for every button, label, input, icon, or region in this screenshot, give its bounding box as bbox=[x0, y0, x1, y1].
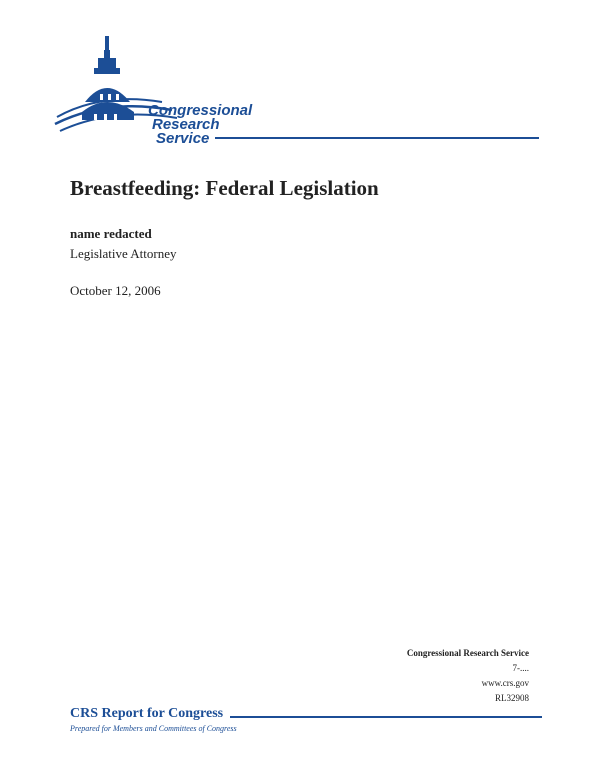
report-number: RL32908 bbox=[494, 693, 529, 703]
crs-phone: 7-.... bbox=[512, 663, 529, 673]
document-title: Breastfeeding: Federal Legislation bbox=[70, 176, 379, 200]
logo-text-congressional: Congressional bbox=[148, 102, 253, 119]
author-name: name redacted bbox=[70, 226, 152, 241]
crs-website[interactable]: www.crs.gov bbox=[481, 678, 529, 688]
footer-divider bbox=[230, 716, 542, 718]
author-role: Legislative Attorney bbox=[70, 246, 177, 261]
document-date: October 12, 2006 bbox=[70, 283, 161, 298]
crs-contact-block bbox=[407, 646, 529, 706]
logo-text-research: Research bbox=[152, 116, 220, 133]
footer-subtitle: Prepared for Members and Committees of Congress bbox=[70, 724, 237, 733]
crs-org-name: Congressional Research Service bbox=[406, 648, 529, 658]
footer-report-title: CRS Report for Congress bbox=[70, 706, 224, 721]
logo-text-service: Service bbox=[156, 130, 210, 147]
logo-divider bbox=[215, 137, 539, 139]
